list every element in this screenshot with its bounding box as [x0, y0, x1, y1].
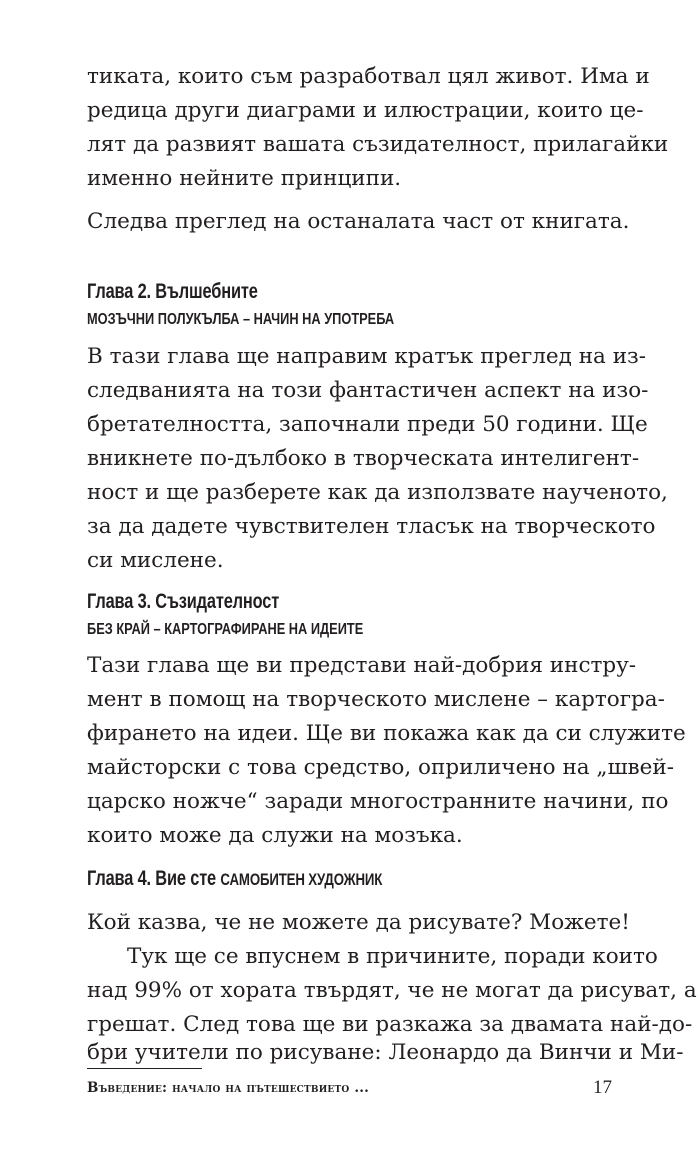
- chapter-4-heading-rest: САМОБИТЕН ХУДОЖНИК: [220, 870, 383, 889]
- chapter-4-heading-main: Глава 4. Вие сте: [87, 867, 217, 890]
- body-line: фирането на идеи. Ще ви покажа как да си служите: [87, 721, 686, 746]
- chapter-2-heading: Глава 2. Вълшебните: [87, 280, 258, 303]
- page-number: 17: [593, 1077, 612, 1098]
- body-line: бретателността, започнали преди 50 години. Ще: [87, 412, 648, 437]
- footer-rule: [87, 1068, 202, 1069]
- body-line: Тук ще се впуснем в причините, поради които: [127, 944, 658, 969]
- body-line: за да дадете чувствителен тласък на творческото: [87, 514, 656, 539]
- chapter-3-heading: Глава 3. Съзидателност: [87, 590, 280, 613]
- chapter-2-subheading: МОЗЪЧНИ ПОЛУКЪЛБА – НАЧИН НА УПОТРЕБА: [87, 311, 395, 328]
- body-line: В тази глава ще направим кратък преглед на из-: [87, 344, 647, 369]
- body-line: тиката, които съм разработвал цял живот. Има и: [87, 64, 650, 89]
- body-line: Тази глава ще ви представи най-добрия инстру-: [87, 653, 637, 678]
- body-line: мент в помощ на творческото мислене – картогра-: [87, 687, 665, 712]
- body-line: следванията на този фантастичен аспект на изо-: [87, 378, 649, 403]
- chapter-3-subheading: БЕЗ КРАЙ – КАРТОГРАФИРАНЕ НА ИДЕИТЕ: [87, 621, 364, 638]
- body-line: ност и ще разберете как да използвате наученото,: [87, 480, 668, 505]
- body-line: вникнете по-дълбоко в творческата интелигент-: [87, 446, 640, 471]
- body-line: редица други диаграми и илюстрации, които це-: [87, 98, 644, 123]
- body-line: Кой казва, че не можете да рисувате? Можете!: [87, 910, 630, 935]
- body-line: майсторски с това средство, оприличено на „швей-: [87, 755, 674, 780]
- running-title: Въведение: начало на пътешествието ...: [87, 1080, 370, 1096]
- body-line: грешат. След това ще ви разкажа за двамата най-до-: [87, 1012, 693, 1037]
- body-line: царско ножче“ заради многостранните начини, по: [87, 789, 669, 814]
- overview-line: Следва преглед на останалата част от книгата.: [87, 209, 630, 234]
- body-line: бри учители по рисуване: Леонардо да Винчи и Ми-: [87, 1040, 684, 1065]
- body-line: които може да служи на мозъка.: [87, 823, 463, 848]
- body-line: над 99% от хората твърдят, че не могат да рисуват, а: [87, 978, 697, 1003]
- body-line: именно нейните принципи.: [87, 166, 402, 191]
- body-line: си мислене.: [87, 548, 224, 573]
- chapter-4-heading: [87, 867, 382, 891]
- body-line: лят да развият вашата съзидателност, прилагайки: [87, 132, 669, 157]
